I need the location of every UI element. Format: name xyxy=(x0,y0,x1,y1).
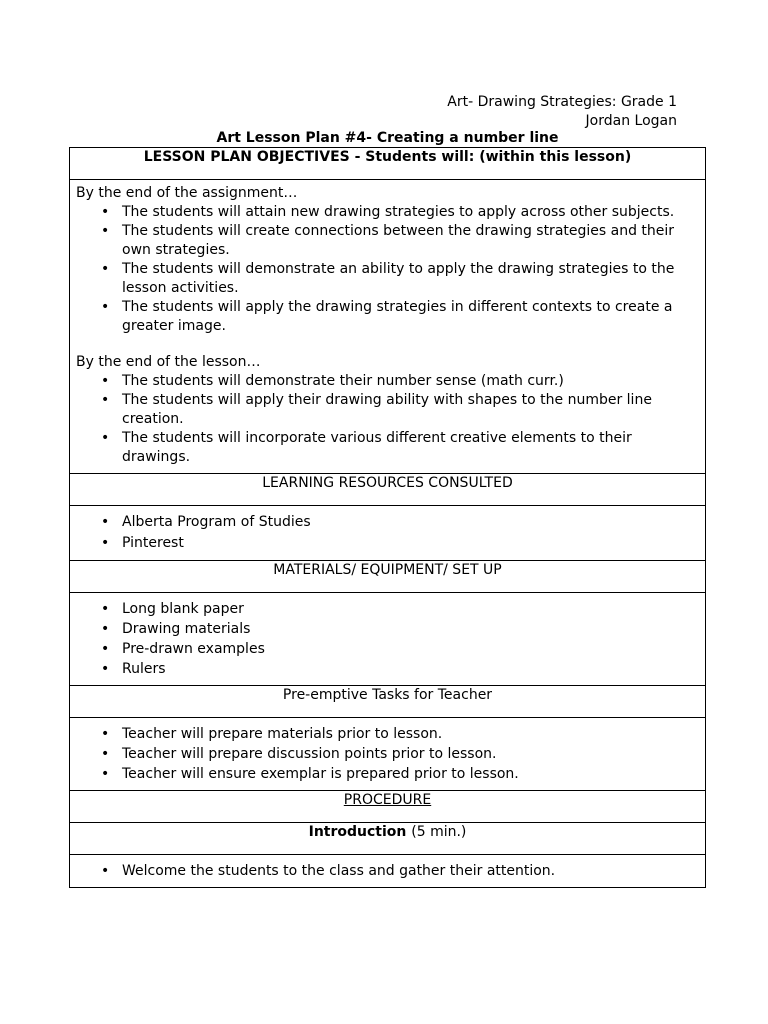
materials-heading-text: MATERIALS/ EQUIPMENT/ SET UP xyxy=(273,562,502,578)
list-item: • Teacher will ensure exemplar is prepared prior to lesson. xyxy=(122,764,699,784)
tasks-list xyxy=(76,724,699,784)
introduction-heading xyxy=(70,823,706,855)
list-item: • Pre-drawn examples xyxy=(122,639,699,659)
list-item: • Welcome the students to the class and gather their attention. xyxy=(122,862,699,881)
list-item: • The students will attain new drawing strategies to apply across other subjects. xyxy=(122,203,699,222)
spacer xyxy=(76,336,699,353)
list-item: • Pinterest xyxy=(122,533,699,554)
list-item: • The students will apply their drawing ability with shapes to the number line creation. xyxy=(122,391,699,429)
list-item: • Rulers xyxy=(122,659,699,679)
introduction-label: Introduction xyxy=(308,824,407,840)
procedure-heading-text: PROCEDURE xyxy=(343,792,432,808)
objectives-cell xyxy=(70,180,706,474)
list-item: • The students will demonstrate their number sense (math curr.) xyxy=(122,372,699,391)
procedure-heading xyxy=(70,791,706,823)
resources-list xyxy=(76,512,699,554)
objectives-heading: LESSON PLAN OBJECTIVES - Students will: (within this lesson) xyxy=(70,148,706,180)
list-item: • Alberta Program of Studies xyxy=(122,512,699,533)
document-title: Art Lesson Plan #4- Creating a number line xyxy=(216,130,559,146)
introduction-time: (5 min.) xyxy=(411,824,467,840)
list-item: • Teacher will prepare discussion points prior to lesson. xyxy=(122,744,699,764)
list-item: • Teacher will prepare materials prior to lesson. xyxy=(122,724,699,744)
resources-heading xyxy=(70,474,706,506)
assignment-objectives-list xyxy=(76,203,699,336)
materials-heading xyxy=(70,561,706,593)
list-item: • The students will incorporate various different creative elements to their drawings. xyxy=(122,429,699,467)
document-header xyxy=(447,93,677,131)
list-item: • Drawing materials xyxy=(122,619,699,639)
lesson-objectives-list xyxy=(76,372,699,467)
materials-cell xyxy=(70,593,706,686)
materials-list xyxy=(76,599,699,679)
list-item: • The students will create connections between the drawing strategies and their own strategies. xyxy=(122,222,699,260)
list-item: • The students will demonstrate an ability to apply the drawing strategies to the lesson activities. xyxy=(122,260,699,298)
lesson-plan-table xyxy=(69,147,706,888)
author-name: Jordan Logan xyxy=(585,113,677,129)
tasks-cell xyxy=(70,718,706,791)
assignment-lead: By the end of the assignment… xyxy=(76,185,298,201)
introduction-list xyxy=(76,862,699,881)
list-item: • Long blank paper xyxy=(122,599,699,619)
resources-cell xyxy=(70,506,706,561)
lesson-lead: By the end of the lesson… xyxy=(76,354,261,370)
list-item: • The students will apply the drawing strategies in different contexts to create a greater image. xyxy=(122,298,699,336)
tasks-heading-text: Pre-emptive Tasks for Teacher xyxy=(282,687,493,703)
introduction-cell xyxy=(70,855,706,888)
course-line: Art- Drawing Strategies: Grade 1 xyxy=(447,94,677,110)
resources-heading-text: LEARNING RESOURCES CONSULTED xyxy=(262,475,513,491)
tasks-heading xyxy=(70,686,706,718)
